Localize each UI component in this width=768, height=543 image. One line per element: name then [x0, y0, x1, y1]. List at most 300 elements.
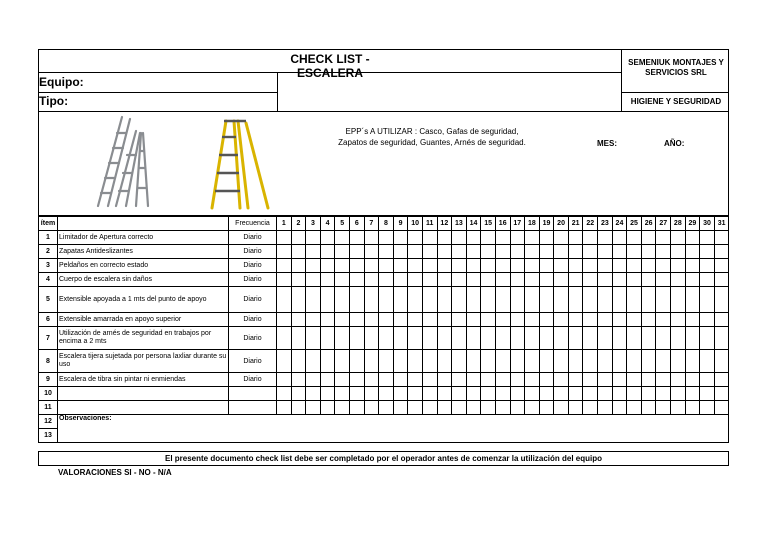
check-cell[interactable] [291, 245, 306, 259]
check-cell[interactable] [291, 327, 306, 350]
check-cell[interactable] [349, 401, 364, 415]
check-cell[interactable] [437, 373, 452, 387]
check-cell[interactable] [349, 245, 364, 259]
check-cell[interactable] [422, 401, 437, 415]
check-cell[interactable] [379, 231, 394, 245]
check-cell[interactable] [598, 273, 613, 287]
check-cell[interactable] [583, 313, 598, 327]
check-cell[interactable] [306, 287, 321, 313]
check-cell[interactable] [510, 387, 525, 401]
check-cell[interactable] [641, 327, 656, 350]
check-cell[interactable] [700, 401, 715, 415]
check-cell[interactable] [641, 350, 656, 373]
check-cell[interactable] [583, 373, 598, 387]
check-cell[interactable] [320, 350, 335, 373]
check-cell[interactable] [452, 327, 467, 350]
check-cell[interactable] [641, 231, 656, 245]
check-cell[interactable] [714, 350, 729, 373]
check-cell[interactable] [277, 373, 292, 387]
check-cell[interactable] [379, 259, 394, 273]
check-cell[interactable] [277, 327, 292, 350]
check-cell[interactable] [554, 350, 569, 373]
check-cell[interactable] [393, 401, 408, 415]
check-cell[interactable] [306, 313, 321, 327]
check-cell[interactable] [554, 245, 569, 259]
check-cell[interactable] [320, 259, 335, 273]
check-cell[interactable] [714, 327, 729, 350]
check-cell[interactable] [379, 350, 394, 373]
check-cell[interactable] [627, 401, 642, 415]
check-cell[interactable] [583, 401, 598, 415]
check-cell[interactable] [525, 273, 540, 287]
check-cell[interactable] [422, 373, 437, 387]
check-cell[interactable] [568, 350, 583, 373]
check-cell[interactable] [583, 231, 598, 245]
check-cell[interactable] [714, 259, 729, 273]
check-cell[interactable] [671, 373, 686, 387]
check-cell[interactable] [598, 231, 613, 245]
check-cell[interactable] [539, 259, 554, 273]
check-cell[interactable] [700, 259, 715, 273]
check-cell[interactable] [481, 313, 496, 327]
check-cell[interactable] [612, 245, 627, 259]
check-cell[interactable] [685, 313, 700, 327]
check-cell[interactable] [408, 373, 423, 387]
check-cell[interactable] [277, 350, 292, 373]
check-cell[interactable] [306, 231, 321, 245]
check-cell[interactable] [598, 287, 613, 313]
check-cell[interactable] [612, 259, 627, 273]
check-cell[interactable] [539, 373, 554, 387]
check-cell[interactable] [393, 387, 408, 401]
check-cell[interactable] [598, 373, 613, 387]
observaciones-field[interactable] [58, 415, 729, 443]
check-cell[interactable] [656, 327, 671, 350]
check-cell[interactable] [393, 273, 408, 287]
check-cell[interactable] [685, 350, 700, 373]
check-cell[interactable] [627, 273, 642, 287]
check-cell[interactable] [422, 231, 437, 245]
check-cell[interactable] [364, 401, 379, 415]
check-cell[interactable] [510, 350, 525, 373]
check-cell[interactable] [408, 245, 423, 259]
check-cell[interactable] [598, 350, 613, 373]
check-cell[interactable] [554, 273, 569, 287]
check-cell[interactable] [349, 313, 364, 327]
check-cell[interactable] [671, 245, 686, 259]
check-cell[interactable] [452, 387, 467, 401]
check-cell[interactable] [335, 373, 350, 387]
check-cell[interactable] [379, 313, 394, 327]
check-cell[interactable] [685, 273, 700, 287]
check-cell[interactable] [554, 259, 569, 273]
check-cell[interactable] [466, 350, 481, 373]
check-cell[interactable] [481, 259, 496, 273]
check-cell[interactable] [437, 401, 452, 415]
check-cell[interactable] [510, 327, 525, 350]
check-cell[interactable] [481, 401, 496, 415]
check-cell[interactable] [422, 287, 437, 313]
check-cell[interactable] [671, 387, 686, 401]
check-cell[interactable] [291, 231, 306, 245]
check-cell[interactable] [320, 273, 335, 287]
check-cell[interactable] [583, 259, 598, 273]
check-cell[interactable] [598, 313, 613, 327]
check-cell[interactable] [671, 259, 686, 273]
check-cell[interactable] [700, 273, 715, 287]
check-cell[interactable] [466, 287, 481, 313]
check-cell[interactable] [554, 327, 569, 350]
check-cell[interactable] [364, 350, 379, 373]
check-cell[interactable] [349, 231, 364, 245]
check-cell[interactable] [510, 259, 525, 273]
check-cell[interactable] [539, 287, 554, 313]
check-cell[interactable] [452, 350, 467, 373]
check-cell[interactable] [539, 350, 554, 373]
check-cell[interactable] [452, 245, 467, 259]
check-cell[interactable] [393, 231, 408, 245]
check-cell[interactable] [568, 387, 583, 401]
check-cell[interactable] [583, 327, 598, 350]
check-cell[interactable] [466, 327, 481, 350]
check-cell[interactable] [525, 387, 540, 401]
check-cell[interactable] [422, 387, 437, 401]
check-cell[interactable] [437, 327, 452, 350]
check-cell[interactable] [306, 350, 321, 373]
check-cell[interactable] [320, 313, 335, 327]
check-cell[interactable] [466, 231, 481, 245]
check-cell[interactable] [277, 259, 292, 273]
check-cell[interactable] [277, 231, 292, 245]
check-cell[interactable] [437, 273, 452, 287]
check-cell[interactable] [495, 401, 510, 415]
check-cell[interactable] [539, 273, 554, 287]
check-cell[interactable] [671, 401, 686, 415]
check-cell[interactable] [656, 287, 671, 313]
check-cell[interactable] [408, 287, 423, 313]
check-cell[interactable] [379, 273, 394, 287]
check-cell[interactable] [656, 401, 671, 415]
check-cell[interactable] [656, 231, 671, 245]
check-cell[interactable] [510, 273, 525, 287]
check-cell[interactable] [700, 373, 715, 387]
check-cell[interactable] [364, 313, 379, 327]
check-cell[interactable] [422, 245, 437, 259]
check-cell[interactable] [641, 245, 656, 259]
check-cell[interactable] [627, 313, 642, 327]
check-cell[interactable] [627, 350, 642, 373]
check-cell[interactable] [568, 287, 583, 313]
check-cell[interactable] [598, 387, 613, 401]
check-cell[interactable] [364, 273, 379, 287]
check-cell[interactable] [393, 287, 408, 313]
check-cell[interactable] [671, 287, 686, 313]
check-cell[interactable] [320, 231, 335, 245]
check-cell[interactable] [481, 287, 496, 313]
check-cell[interactable] [320, 287, 335, 313]
check-cell[interactable] [583, 273, 598, 287]
check-cell[interactable] [641, 273, 656, 287]
check-cell[interactable] [452, 273, 467, 287]
check-cell[interactable] [656, 350, 671, 373]
check-cell[interactable] [685, 387, 700, 401]
check-cell[interactable] [364, 387, 379, 401]
check-cell[interactable] [364, 373, 379, 387]
check-cell[interactable] [685, 373, 700, 387]
check-cell[interactable] [671, 273, 686, 287]
check-cell[interactable] [568, 273, 583, 287]
check-cell[interactable] [379, 287, 394, 313]
check-cell[interactable] [277, 387, 292, 401]
check-cell[interactable] [495, 231, 510, 245]
check-cell[interactable] [495, 245, 510, 259]
check-cell[interactable] [685, 231, 700, 245]
check-cell[interactable] [335, 350, 350, 373]
check-cell[interactable] [656, 313, 671, 327]
check-cell[interactable] [568, 327, 583, 350]
check-cell[interactable] [568, 313, 583, 327]
check-cell[interactable] [700, 350, 715, 373]
check-cell[interactable] [568, 259, 583, 273]
check-cell[interactable] [335, 387, 350, 401]
check-cell[interactable] [510, 231, 525, 245]
check-cell[interactable] [466, 401, 481, 415]
check-cell[interactable] [277, 273, 292, 287]
check-cell[interactable] [700, 287, 715, 313]
check-cell[interactable] [641, 373, 656, 387]
check-cell[interactable] [510, 401, 525, 415]
check-cell[interactable] [612, 273, 627, 287]
check-cell[interactable] [627, 287, 642, 313]
check-cell[interactable] [598, 401, 613, 415]
check-cell[interactable] [335, 287, 350, 313]
check-cell[interactable] [422, 313, 437, 327]
check-cell[interactable] [554, 387, 569, 401]
check-cell[interactable] [598, 259, 613, 273]
check-cell[interactable] [437, 313, 452, 327]
check-cell[interactable] [598, 327, 613, 350]
check-cell[interactable] [700, 327, 715, 350]
check-cell[interactable] [685, 245, 700, 259]
check-cell[interactable] [437, 287, 452, 313]
check-cell[interactable] [656, 373, 671, 387]
check-cell[interactable] [481, 231, 496, 245]
check-cell[interactable] [379, 373, 394, 387]
check-cell[interactable] [525, 373, 540, 387]
check-cell[interactable] [452, 259, 467, 273]
check-cell[interactable] [685, 287, 700, 313]
check-cell[interactable] [539, 327, 554, 350]
check-cell[interactable] [335, 273, 350, 287]
check-cell[interactable] [627, 231, 642, 245]
check-cell[interactable] [277, 313, 292, 327]
check-cell[interactable] [525, 350, 540, 373]
check-cell[interactable] [379, 327, 394, 350]
check-cell[interactable] [495, 273, 510, 287]
check-cell[interactable] [568, 373, 583, 387]
check-cell[interactable] [612, 327, 627, 350]
check-cell[interactable] [510, 373, 525, 387]
check-cell[interactable] [685, 401, 700, 415]
check-cell[interactable] [510, 313, 525, 327]
check-cell[interactable] [641, 313, 656, 327]
check-cell[interactable] [291, 373, 306, 387]
check-cell[interactable] [393, 259, 408, 273]
check-cell[interactable] [379, 401, 394, 415]
check-cell[interactable] [393, 373, 408, 387]
check-cell[interactable] [408, 259, 423, 273]
check-cell[interactable] [393, 350, 408, 373]
check-cell[interactable] [481, 387, 496, 401]
check-cell[interactable] [306, 387, 321, 401]
check-cell[interactable] [554, 287, 569, 313]
check-cell[interactable] [656, 245, 671, 259]
check-cell[interactable] [539, 245, 554, 259]
check-cell[interactable] [481, 373, 496, 387]
check-cell[interactable] [320, 245, 335, 259]
check-cell[interactable] [335, 401, 350, 415]
check-cell[interactable] [437, 231, 452, 245]
check-cell[interactable] [437, 259, 452, 273]
check-cell[interactable] [364, 259, 379, 273]
check-cell[interactable] [349, 327, 364, 350]
check-cell[interactable] [408, 350, 423, 373]
check-cell[interactable] [700, 231, 715, 245]
check-cell[interactable] [466, 245, 481, 259]
check-cell[interactable] [583, 287, 598, 313]
check-cell[interactable] [685, 259, 700, 273]
check-cell[interactable] [481, 350, 496, 373]
check-cell[interactable] [277, 401, 292, 415]
check-cell[interactable] [495, 313, 510, 327]
check-cell[interactable] [408, 387, 423, 401]
check-cell[interactable] [291, 401, 306, 415]
check-cell[interactable] [714, 231, 729, 245]
check-cell[interactable] [525, 245, 540, 259]
check-cell[interactable] [539, 387, 554, 401]
check-cell[interactable] [379, 387, 394, 401]
check-cell[interactable] [656, 273, 671, 287]
check-cell[interactable] [277, 287, 292, 313]
check-cell[interactable] [539, 231, 554, 245]
check-cell[interactable] [627, 259, 642, 273]
check-cell[interactable] [568, 245, 583, 259]
check-cell[interactable] [422, 350, 437, 373]
check-cell[interactable] [393, 245, 408, 259]
check-cell[interactable] [554, 231, 569, 245]
check-cell[interactable] [671, 231, 686, 245]
check-cell[interactable] [495, 287, 510, 313]
check-cell[interactable] [306, 273, 321, 287]
check-cell[interactable] [568, 231, 583, 245]
check-cell[interactable] [714, 387, 729, 401]
check-cell[interactable] [320, 327, 335, 350]
check-cell[interactable] [525, 259, 540, 273]
check-cell[interactable] [306, 259, 321, 273]
check-cell[interactable] [568, 401, 583, 415]
check-cell[interactable] [495, 387, 510, 401]
check-cell[interactable] [466, 273, 481, 287]
check-cell[interactable] [349, 387, 364, 401]
check-cell[interactable] [525, 401, 540, 415]
check-cell[interactable] [481, 245, 496, 259]
check-cell[interactable] [422, 259, 437, 273]
check-cell[interactable] [452, 401, 467, 415]
check-cell[interactable] [364, 231, 379, 245]
check-cell[interactable] [335, 231, 350, 245]
check-cell[interactable] [452, 287, 467, 313]
check-cell[interactable] [656, 387, 671, 401]
check-cell[interactable] [612, 373, 627, 387]
check-cell[interactable] [612, 350, 627, 373]
check-cell[interactable] [700, 387, 715, 401]
check-cell[interactable] [554, 401, 569, 415]
check-cell[interactable] [612, 231, 627, 245]
check-cell[interactable] [495, 373, 510, 387]
check-cell[interactable] [612, 387, 627, 401]
check-cell[interactable] [627, 245, 642, 259]
check-cell[interactable] [612, 401, 627, 415]
check-cell[interactable] [583, 387, 598, 401]
check-cell[interactable] [539, 313, 554, 327]
check-cell[interactable] [364, 245, 379, 259]
check-cell[interactable] [641, 287, 656, 313]
check-cell[interactable] [583, 350, 598, 373]
check-cell[interactable] [554, 373, 569, 387]
check-cell[interactable] [510, 245, 525, 259]
check-cell[interactable] [627, 327, 642, 350]
check-cell[interactable] [452, 313, 467, 327]
check-cell[interactable] [306, 373, 321, 387]
check-cell[interactable] [291, 259, 306, 273]
check-cell[interactable] [481, 273, 496, 287]
check-cell[interactable] [291, 387, 306, 401]
check-cell[interactable] [671, 350, 686, 373]
check-cell[interactable] [349, 273, 364, 287]
check-cell[interactable] [641, 387, 656, 401]
check-cell[interactable] [554, 313, 569, 327]
check-cell[interactable] [714, 401, 729, 415]
check-cell[interactable] [598, 245, 613, 259]
check-cell[interactable] [408, 327, 423, 350]
check-cell[interactable] [393, 313, 408, 327]
check-cell[interactable] [320, 373, 335, 387]
check-cell[interactable] [349, 287, 364, 313]
check-cell[interactable] [481, 327, 496, 350]
check-cell[interactable] [495, 350, 510, 373]
check-cell[interactable] [452, 373, 467, 387]
check-cell[interactable] [320, 401, 335, 415]
check-cell[interactable] [466, 313, 481, 327]
check-cell[interactable] [306, 327, 321, 350]
check-cell[interactable] [364, 327, 379, 350]
check-cell[interactable] [291, 350, 306, 373]
check-cell[interactable] [466, 259, 481, 273]
check-cell[interactable] [437, 387, 452, 401]
check-cell[interactable] [714, 245, 729, 259]
check-cell[interactable] [349, 350, 364, 373]
check-cell[interactable] [408, 231, 423, 245]
check-cell[interactable] [685, 327, 700, 350]
check-cell[interactable] [320, 387, 335, 401]
check-cell[interactable] [525, 327, 540, 350]
check-cell[interactable] [714, 287, 729, 313]
check-cell[interactable] [525, 231, 540, 245]
check-cell[interactable] [408, 273, 423, 287]
check-cell[interactable] [364, 287, 379, 313]
check-cell[interactable] [641, 259, 656, 273]
check-cell[interactable] [437, 245, 452, 259]
